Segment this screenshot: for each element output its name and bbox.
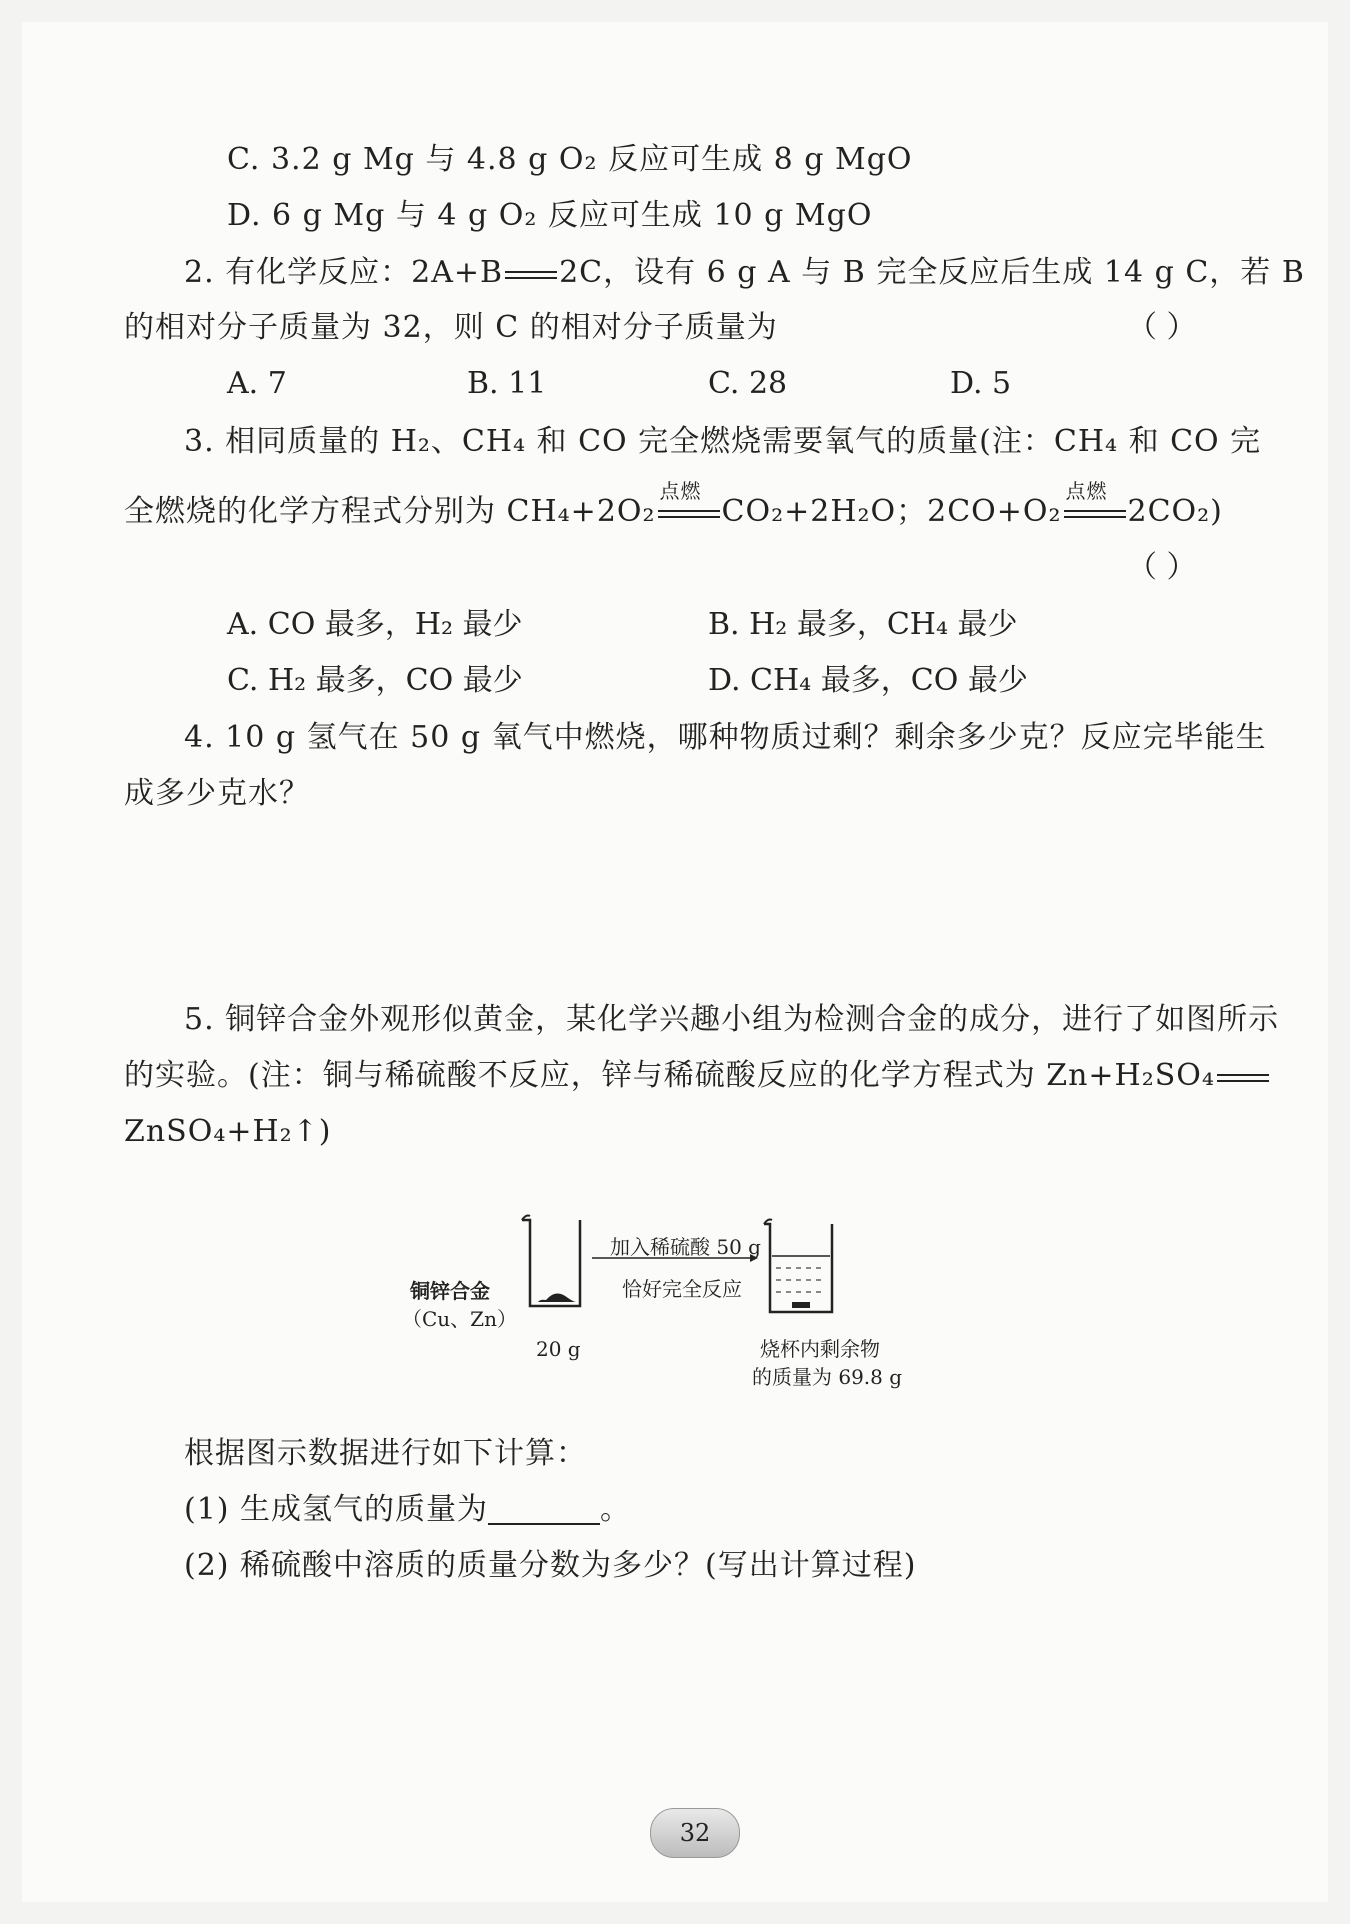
q3-stem-line1: 3. 相同质量的 H₂、CH₄ 和 CO 完全燃烧需要氧气的质量(注：CH₄ 和 CO 完 [184, 424, 1262, 459]
page-number: 32 [650, 1808, 740, 1858]
q3-option-b: B. H₂ 最多，CH₄ 最少 [708, 607, 1018, 642]
q2-stem-part-a: 2. 有化学反应：2A+B [184, 255, 504, 290]
q5-stem-part-a: 的实验。(注：铜与稀硫酸不反应，锌与稀硫酸反应的化学方程式为 Zn+H₂SO₄ [124, 1058, 1215, 1093]
equals-sign [503, 258, 559, 288]
q2-answer-bracket: （ ） [1127, 310, 1197, 345]
q3-eq1-left: 全燃烧的化学方程式分别为 CH₄+2O₂ [124, 494, 656, 529]
ignite-condition-arrow-2 [1062, 479, 1128, 527]
q2-option-a: A. 7 [227, 366, 287, 401]
q2-option-b: B. 11 [467, 366, 547, 401]
q5-sub1-text: (1) 生成氢气的质量为 [184, 1492, 489, 1527]
ignite-label-2: 点燃 [1065, 479, 1108, 503]
q3-option-a: A. CO 最多，H₂ 最少 [227, 607, 523, 642]
q1-option-d: D. 6 g Mg 与 4 g O₂ 反应可生成 10 g MgO [227, 198, 873, 233]
q2-option-d: D. 5 [950, 366, 1012, 401]
q4-stem-line1: 4. 10 g 氢气在 50 g 氧气中燃烧，哪种物质过剩？剩余多少克？反应完毕能生 [184, 720, 1267, 755]
figure-alloy-label: 铜锌合金 [410, 1279, 490, 1303]
answer-blank[interactable] [488, 1493, 600, 1525]
figure-result-line2: 的质量为 69.8 g [752, 1365, 903, 1389]
q5-stem-line1: 5. 铜锌合金外观形似黄金，某化学兴趣小组为检测合金的成分，进行了如图所示 [184, 1002, 1280, 1037]
q3-eq1-right-eq2-left: CO₂+2H₂O；2CO+O₂ [721, 494, 1062, 529]
q5-subquestion-1 [184, 1490, 631, 1530]
q3-option-d: D. CH₄ 最多，CO 最少 [708, 663, 1028, 698]
q5-subquestion-2: (2) 稀硫酸中溶质的质量分数为多少？(写出计算过程) [184, 1548, 917, 1583]
figure-arrow-top-label: 加入稀硫酸 50 g [610, 1235, 761, 1259]
experiment-diagram [512, 1202, 912, 1322]
q3-option-c: C. H₂ 最多，CO 最少 [227, 663, 523, 698]
q5-stem-line3: ZnSO₄+H₂↑) [124, 1114, 332, 1149]
q4-stem-line2: 成多少克水？ [124, 776, 310, 811]
q3-answer-bracket: （ ） [1127, 550, 1197, 585]
q1-option-c: C. 3.2 g Mg 与 4.8 g O₂ 反应可生成 8 g MgO [227, 142, 913, 177]
beaker-right-icon [764, 1220, 832, 1313]
q3-eq2-right: 2CO₂) [1127, 494, 1223, 529]
q5-sub1-period: 。 [600, 1492, 632, 1527]
ignite-condition-arrow-1 [656, 479, 722, 527]
q2-stem-part-b: 2C，设有 6 g A 与 B 完全反应后生成 14 g C，若 B [559, 255, 1305, 290]
q2-stem-line2: 的相对分子质量为 32，则 C 的相对分子质量为 [124, 310, 778, 345]
figure-result-line1: 烧杯内剩余物 [760, 1337, 880, 1361]
figure-arrow-bottom-label: 恰好完全反应 [622, 1277, 742, 1301]
q3-stem-line2 [124, 479, 1223, 532]
q5-prompt: 根据图示数据进行如下计算： [184, 1436, 587, 1471]
q2-stem-line1 [184, 253, 1305, 293]
q2-option-c: C. 28 [708, 366, 788, 401]
q5-stem-line2 [124, 1056, 1271, 1096]
figure-alloy-formula: （Cu、Zn） [402, 1307, 517, 1331]
figure-mass-label: 20 g [536, 1337, 581, 1361]
beaker-left-icon [522, 1216, 580, 1307]
page [22, 22, 1328, 1902]
ignite-label-1: 点燃 [659, 479, 702, 503]
equals-sign [1215, 1061, 1271, 1091]
